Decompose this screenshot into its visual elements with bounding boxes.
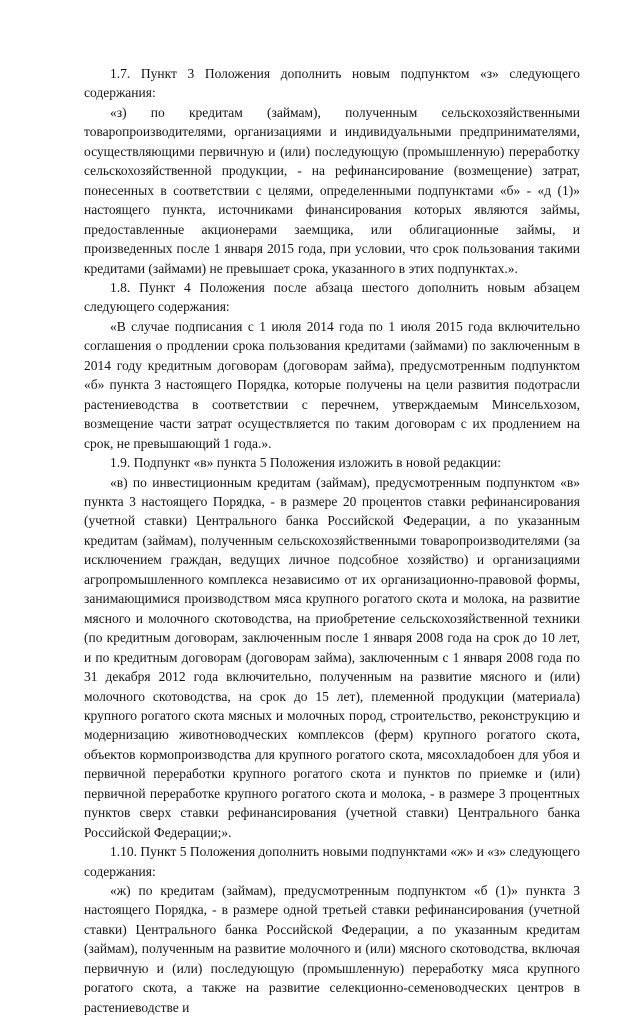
paragraph-subpoint-z: «з) по кредитам (займам), полученным сельскохозяйственными товаропроизводителями, организациями и индивидуальными предпринимателями, осуществляющими первичную и (или) последующую (промышленную) переработку сельскохозяйственной продукции, - на рефинансирование (возмещение) затрат, понесенных в соответствии с целями, определенными подпунктами «б» - «д (1)» настоящего пункта, источниками финансирования которых являются займы, предоставленные акционерами заемщика, или облигационные займы, и произведенных после 1 января 2015 года, при условии, что срок пользования такими кредитами (займами) не превышает срока, указанного в этих подпунктах.». (84, 104, 580, 276)
paragraph-new-abzats: «В случае подписания с 1 июля 2014 года по 1 июля 2015 года включительно соглашения о продлении срока пользования кредитами (займами) по заключенным в 2014 году кредитным договорам (договорам займа), предусмотренным подпунктом «б» пункта 3 настоящего Порядка, которые получены на цели развития подотрасли растениеводства в соответствии с перечнем, утверждаемым Минсельхозом, возмещение части затрат осуществляется по таким договорам с их продлением на срок, не превышающий 1 года.». (84, 318, 580, 451)
paragraph-subpoint-v: «в) по инвестиционным кредитам (займам), предусмотренным подпунктом «в» пункта 3 настоящего Порядка, - в размере 20 процентов ставки рефинансирования (учетной ставки) Центрального банка Российской Федерации, а по указанным кредитам (займам), полученным сельскохозяйственными товаропроизводителями (за исключением граждан, ведущих личное подсобное хозяйство) и организациями агропромышленного комплекса независимо от их организационно-правовой формы, занимающимися производством мяса крупного рогатого скота и молока, на развитие мясного и молочного скотоводства, на приобретение сельскохозяйственной техники (по кредитным договорам, заключенным после 1 января 2008 года на срок до 10 лет, и по кредитным договорам (договорам займа), заключенным с 1 января 2008 года по 31 декабря 2012 года включительно, полученным на развитие мясного и (или) молочного скотоводства, на срок до 15 лет), племенной продукции (материала) крупного рогатого скота мясных и молочных пород, строительство, реконструкцию и модернизацию животноводческих комплексов (ферм) крупного рогатого скота, объектов кормопроизводства для крупного рогатого скота, мясохладобоен для убоя и первичной переработки крупного рогатого скота и пунктов по приемке и (или) первичной переработке крупного рогатого скота и молока, - в размере 3 процентных пунктов сверх ставки рефинансирования (учетной ставки) Центрального банка Российской Федерации;». (84, 474, 580, 840)
document-body (84, 64, 580, 1017)
paragraph-1-8: 1.8. Пункт 4 Положения после абзаца шестого дополнить новым абзацем следующего содержания: (84, 279, 580, 315)
paragraph-1-10: 1.10. Пункт 5 Положения дополнить новыми подпунктами «ж» и «з» следующего содержания: (84, 844, 580, 879)
paragraph-1-7: 1.7. Пункт 3 Положения дополнить новым подпунктом «з» следующего содержания: (84, 66, 580, 101)
paragraph-subpoint-zh: «ж) по кредитам (займам), предусмотренным подпунктом «б (1)» пункта 3 настоящего Порядка, - в размере одной третьей ставки рефинансирования (учетной ставки) Центрального банка Российской Федерации, а по указанным кредитам (займам), полученным на развитие молочного и (или) мясного скотоводства, включая первичную и (или) последующую (промышленную) переработку мяса крупного рогатого скота, а также на развитие селекционно-семеноводческих центров в растениеводстве и (84, 883, 580, 1015)
paragraph-1-9: 1.9. Подпункт «в» пункта 5 Положения изложить в новой редакции: (110, 455, 501, 471)
